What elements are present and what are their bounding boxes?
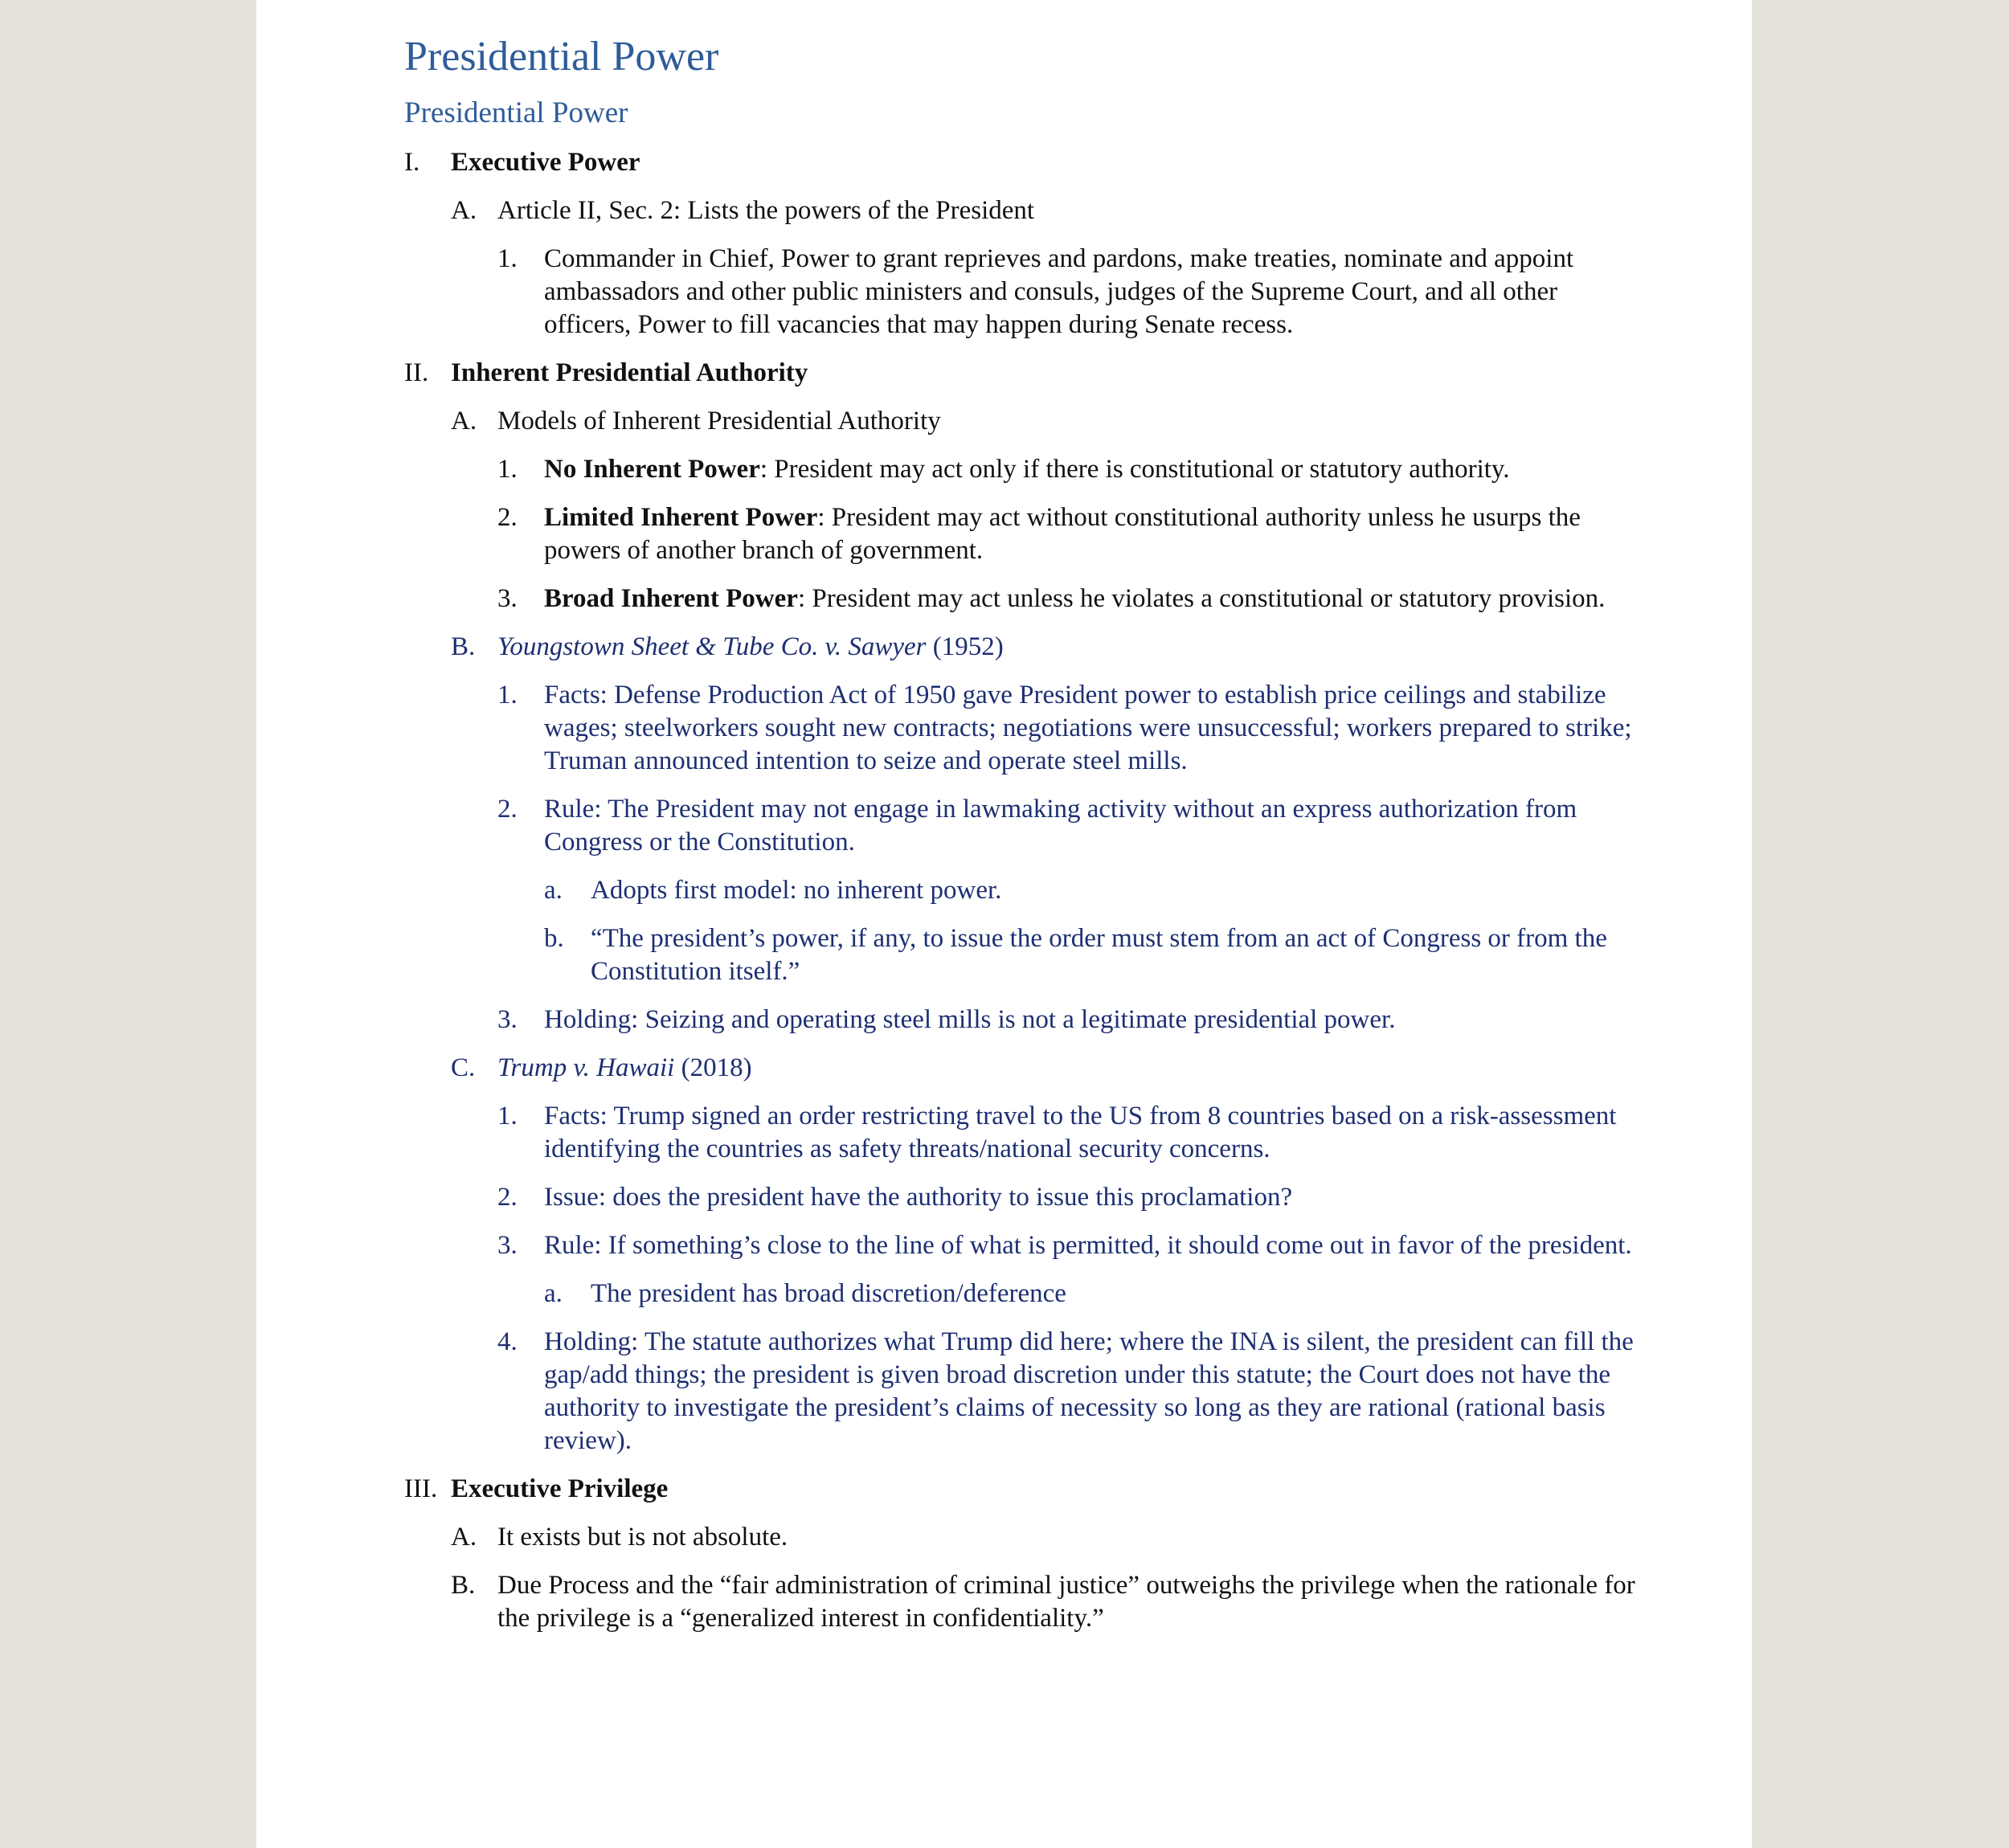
case-heading — [451, 1052, 1642, 1085]
subitem-marker: 2. — [497, 795, 518, 824]
outline-subitem — [497, 583, 1642, 615]
subsubitem-text: The president has broad discretion/deference — [591, 1279, 1066, 1308]
outline-item — [451, 405, 1642, 438]
model-description: : President may act without constitutional authority unless he usurps the powers of another branch of government. — [544, 503, 1581, 565]
subitem-marker: 2. — [497, 503, 518, 532]
outline-subsubitem — [544, 874, 1642, 907]
outline-subitem — [497, 1229, 1642, 1262]
case-heading — [451, 631, 1642, 664]
section-title: Executive Privilege — [451, 1474, 669, 1503]
outline-subsubitem — [544, 922, 1642, 988]
outline-subitem — [497, 1100, 1642, 1166]
subitem-text: Rule: The President may not engage in lawmaking activity without an express authorization from Congress or the Constitution. — [544, 795, 1577, 857]
subitem-text — [544, 583, 1642, 615]
document-title: Presidential Power — [404, 34, 719, 80]
outline-item — [451, 194, 1642, 227]
case-year: (1952) — [926, 632, 1004, 661]
document-subtitle: Presidential Power — [404, 96, 628, 129]
section-marker: I. — [404, 148, 420, 177]
subsubitem-text: Adopts first model: no inherent power. — [591, 876, 1002, 905]
item-marker: C. — [451, 1053, 476, 1082]
subitem-text — [544, 453, 1642, 486]
outline-subitem — [497, 679, 1642, 778]
model-description: : President may act only if there is constitutional or statutory authority. — [759, 455, 1510, 484]
section-marker: III. — [404, 1474, 438, 1503]
subitem-marker: 1. — [497, 244, 518, 273]
case-title — [497, 1052, 1642, 1085]
item-marker: A. — [451, 196, 477, 225]
document-page — [256, 0, 1752, 1848]
subitem-marker: 1. — [497, 681, 518, 709]
model-term: Limited Inherent Power — [544, 503, 818, 532]
item-marker: B. — [451, 632, 476, 661]
subsubitem-marker: b. — [544, 924, 564, 953]
subitem-text: Issue: does the president have the authority to issue this proclamation? — [544, 1183, 1293, 1212]
outline-subitem — [497, 453, 1642, 486]
subitem-text: Holding: Seizing and operating steel mills is not a legitimate presidential power. — [544, 1005, 1396, 1034]
outline-item — [451, 1569, 1642, 1635]
item-marker: A. — [451, 1523, 477, 1552]
subitem-text: Holding: The statute authorizes what Trump did here; where the INA is silent, the president can fill the gap/add things; the president is given broad discretion under this statute; the Court does not have the authority to investigate the president’s claims of necessity so long as they are rational (rational basis review). — [544, 1327, 1634, 1455]
outline-subitem — [497, 1326, 1642, 1458]
item-marker: A. — [451, 407, 477, 435]
subitem-text — [544, 501, 1642, 567]
case-title — [497, 631, 1642, 664]
subitem-text: Commander in Chief, Power to grant reprieves and pardons, make treaties, nominate and appoint ambassadors and other public ministers and consuls, judges of the Supreme Court, and all other officers, Power to fill vacancies that may happen during Senate recess. — [544, 244, 1574, 339]
item-text: It exists but is not absolute. — [497, 1523, 788, 1552]
subitem-text: Rule: If something’s close to the line of what is permitted, it should come out in favor of the president. — [544, 1231, 1632, 1260]
subitem-marker: 3. — [497, 1231, 518, 1260]
section-title: Executive Power — [451, 148, 640, 177]
section-title: Inherent Presidential Authority — [451, 358, 808, 387]
model-description: : President may act unless he violates a constitutional or statutory provision. — [797, 584, 1606, 613]
subsubitem-marker: a. — [544, 1279, 563, 1308]
model-term: No Inherent Power — [544, 455, 760, 484]
subitem-marker: 1. — [497, 1102, 518, 1130]
case-name: Trump v. Hawaii — [497, 1053, 675, 1082]
section-heading — [404, 357, 1642, 390]
subitem-text: Facts: Trump signed an order restricting travel to the US from 8 countries based on a risk-assessment identifying the countries as safety threats/national security concerns. — [544, 1102, 1617, 1163]
outline-subsubitem — [544, 1278, 1642, 1310]
model-term: Broad Inherent Power — [544, 584, 798, 613]
outline-subitem — [497, 1004, 1642, 1036]
outline-subitem — [497, 501, 1642, 567]
subsubitem-marker: a. — [544, 876, 563, 905]
outline-subitem — [497, 1181, 1642, 1214]
subsubitem-text: “The president’s power, if any, to issue the order must stem from an act of Congress or from the Constitution itself.” — [591, 924, 1607, 986]
document-content — [404, 29, 1642, 1650]
subitem-marker: 3. — [497, 1005, 518, 1034]
subitem-text: Facts: Defense Production Act of 1950 gave President power to establish price ceilings and stabilize wages; steelworkers sought new contracts; negotiations were unsuccessful; workers prepared to strike; Truman announced intention to seize and operate steel mills. — [544, 681, 1632, 775]
item-text: Article II, Sec. 2: Lists the powers of the President — [497, 196, 1035, 225]
item-marker: B. — [451, 1571, 476, 1600]
subitem-marker: 3. — [497, 584, 518, 613]
section-heading — [404, 1473, 1642, 1506]
outline-subitem — [497, 793, 1642, 859]
case-name: Youngstown Sheet & Tube Co. v. Sawyer — [497, 632, 927, 661]
outline-item — [451, 1521, 1642, 1554]
subitem-marker: 4. — [497, 1327, 518, 1356]
item-text: Due Process and the “fair administration of criminal justice” outweighs the privilege when the rationale for the privilege is a “generalized interest in confidentiality.” — [497, 1571, 1635, 1633]
subitem-marker: 1. — [497, 455, 518, 484]
section-heading — [404, 146, 1642, 179]
case-year: (2018) — [674, 1053, 752, 1082]
item-text: Models of Inherent Presidential Authority — [497, 407, 941, 435]
section-marker: II. — [404, 358, 429, 387]
subitem-marker: 2. — [497, 1183, 518, 1212]
outline-subitem — [497, 243, 1642, 341]
